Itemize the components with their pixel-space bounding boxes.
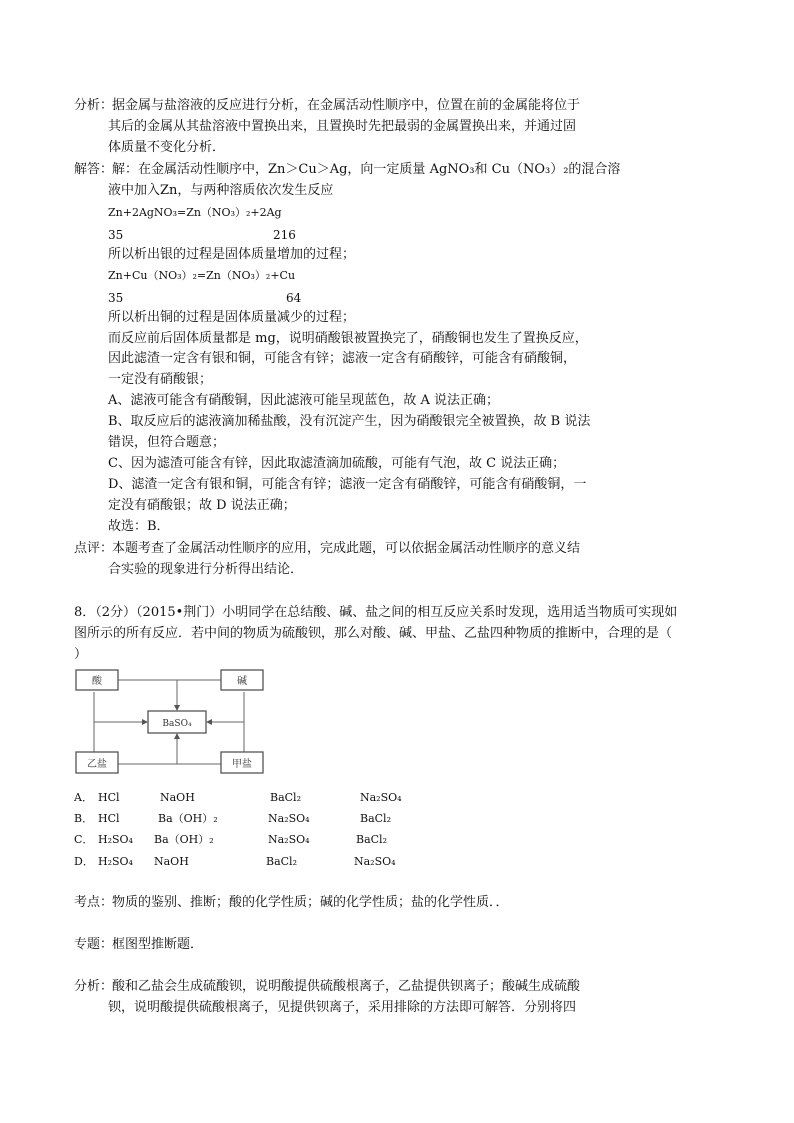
answer-line-16: D、滤渣一定含有银和铜，可能含有锌；滤液一定含有硝酸锌，可能含有硝酸铜，一	[108, 477, 587, 492]
analysis2-label: 分析：	[74, 979, 114, 994]
answer-line-15: C、因为滤渣可能含有锌，因此取滤渣滴加硫酸，可能有气泡，故 C 说法正确；	[108, 456, 566, 471]
answer-line-5: 所以析出银的过程是固体质量增加的过程；	[108, 247, 356, 262]
option-salt-a: BaCl₂	[270, 791, 301, 804]
option-salt-a: BaCl₂	[266, 855, 297, 868]
answer-line-18: 故选：B．	[108, 519, 170, 534]
answer-line-12: A、滤液可能含有硝酸铜，因此滤液可能呈现蓝色，故 A 说法正确；	[108, 393, 500, 408]
label-salt-a: 甲盐	[232, 759, 252, 770]
label-base: 碱	[237, 676, 247, 687]
comment-line-1: 本题考查了金属活动性顺序的应用，完成此题，可以依据金属活动性顺序的意义结	[112, 541, 581, 556]
option-letter: D．	[74, 855, 94, 868]
option-b	[74, 811, 391, 827]
equation-1-mass-ag: 216	[273, 228, 296, 242]
option-salt-b: Na₂SO₄	[360, 791, 402, 804]
label-acid: 酸	[92, 676, 102, 687]
option-acid: H₂SO₄	[98, 855, 133, 868]
option-c	[74, 832, 387, 848]
option-base: NaOH	[160, 791, 195, 804]
option-acid: HCl	[98, 791, 120, 804]
question-8-line-2: 图所示的所有反应．若中间的物质为硫酸钡，那么对酸、碱、甲盐、乙盐四种物质的推断中，合理的是（	[74, 626, 673, 641]
zhuanti-text: 框图型推断题．	[112, 937, 204, 952]
equation-1: Zn+2AgNO₃=Zn（NO₃）₂+2Ag	[108, 206, 282, 219]
answer-line-2: 液中加入Zn，与两种溶质依次发生反应	[108, 183, 334, 198]
analysis2-line-2: 钡，说明酸提供硫酸根离子，见提供钡离子，采用排除的方法即可解答．分别将四	[108, 1000, 577, 1015]
equation-2: Zn+Cu（NO₃）₂=Zn（NO₃）₂+Cu	[108, 269, 296, 282]
option-base: Ba（OH）₂	[154, 833, 214, 846]
equation-1-mass-zn: 35	[108, 228, 124, 242]
answer-line-10: 因此滤渣一定含有银和铜，可能含有锌；滤液一定含有硝酸锌，可能含有硝酸铜，	[108, 351, 577, 366]
zhuanti-label: 专题：	[74, 937, 114, 952]
option-salt-b: BaCl₂	[360, 812, 391, 825]
option-letter: C．	[74, 833, 94, 846]
option-salt-a: Na₂SO₄	[268, 812, 310, 825]
reaction-diagram	[74, 668, 279, 776]
answer-label: 解答：	[74, 162, 114, 177]
kaodian-text: 物质的鉴别、推断；酸的化学性质；碱的化学性质；盐的化学性质．．	[112, 895, 509, 910]
answer-line-13: B、取反应后的滤液滴加稀盐酸，没有沉淀产生，因为硝酸银完全被置换，故 B 说法	[108, 414, 591, 429]
question-8-line-1: 8．（2分）（2015•荆门）小明同学在总结酸、碱、盐之间的相互反应关系时发现，选用适当物质可实现如	[74, 605, 678, 620]
answer-line-17: 定没有硝酸银；故 D 说法正确；	[108, 498, 296, 513]
option-salt-b: BaCl₂	[356, 833, 387, 846]
analysis-label: 分析：	[74, 98, 114, 113]
option-base: Ba（OH）₂	[158, 812, 218, 825]
question-8-line-3: ）	[74, 647, 88, 662]
option-salt-a: Na₂SO₄	[268, 833, 310, 846]
label-salt-b: 乙盐	[87, 759, 107, 770]
answer-line-11: 一定没有硝酸银；	[108, 372, 213, 387]
equation-2-mass-zn: 35	[108, 291, 124, 305]
option-acid: HCl	[98, 812, 120, 825]
answer-line-14: 错误，但符合题意；	[108, 435, 226, 450]
analysis-line-1: 据金属与盐溶液的反应进行分析，在金属活动性顺序中，位置在前的金属能将位于	[112, 98, 581, 113]
option-letter: A．	[74, 791, 93, 804]
option-d	[74, 854, 396, 870]
answer-line-9: 而反应前后固体质量都是 mg，说明硝酸银被置换完了，硝酸铜也发生了置换反应，	[108, 331, 588, 346]
option-letter: B．	[74, 812, 94, 825]
answer-line-8: 所以析出铜的过程是固体质量减少的过程；	[108, 310, 356, 325]
comment-label: 点评：	[74, 541, 114, 556]
option-acid: H₂SO₄	[98, 833, 133, 846]
option-a	[74, 790, 402, 806]
kaodian-label: 考点：	[74, 895, 114, 910]
comment-line-2: 合实验的现象进行分析得出结论．	[108, 562, 304, 577]
analysis-line-3: 体质量不变化分析．	[108, 140, 226, 155]
label-center: BaSO₄	[162, 719, 192, 729]
option-base: NaOH	[154, 855, 189, 868]
option-salt-b: Na₂SO₄	[354, 855, 396, 868]
analysis-line-2: 其后的金属从其盐溶液中置换出来，且置换时先把最弱的金属置换出来，并通过固	[108, 119, 577, 134]
analysis2-line-1: 酸和乙盐会生成硫酸钡，说明酸提供硫酸根离子，乙盐提供钡离子；酸碱生成硫酸	[112, 979, 581, 994]
equation-2-mass-cu: 64	[286, 291, 302, 305]
answer-line-1: 解：在金属活动性顺序中，Zn＞Cu＞Ag，向一定质量 AgNO₃和 Cu（NO₃）₂的混合溶	[112, 162, 621, 177]
